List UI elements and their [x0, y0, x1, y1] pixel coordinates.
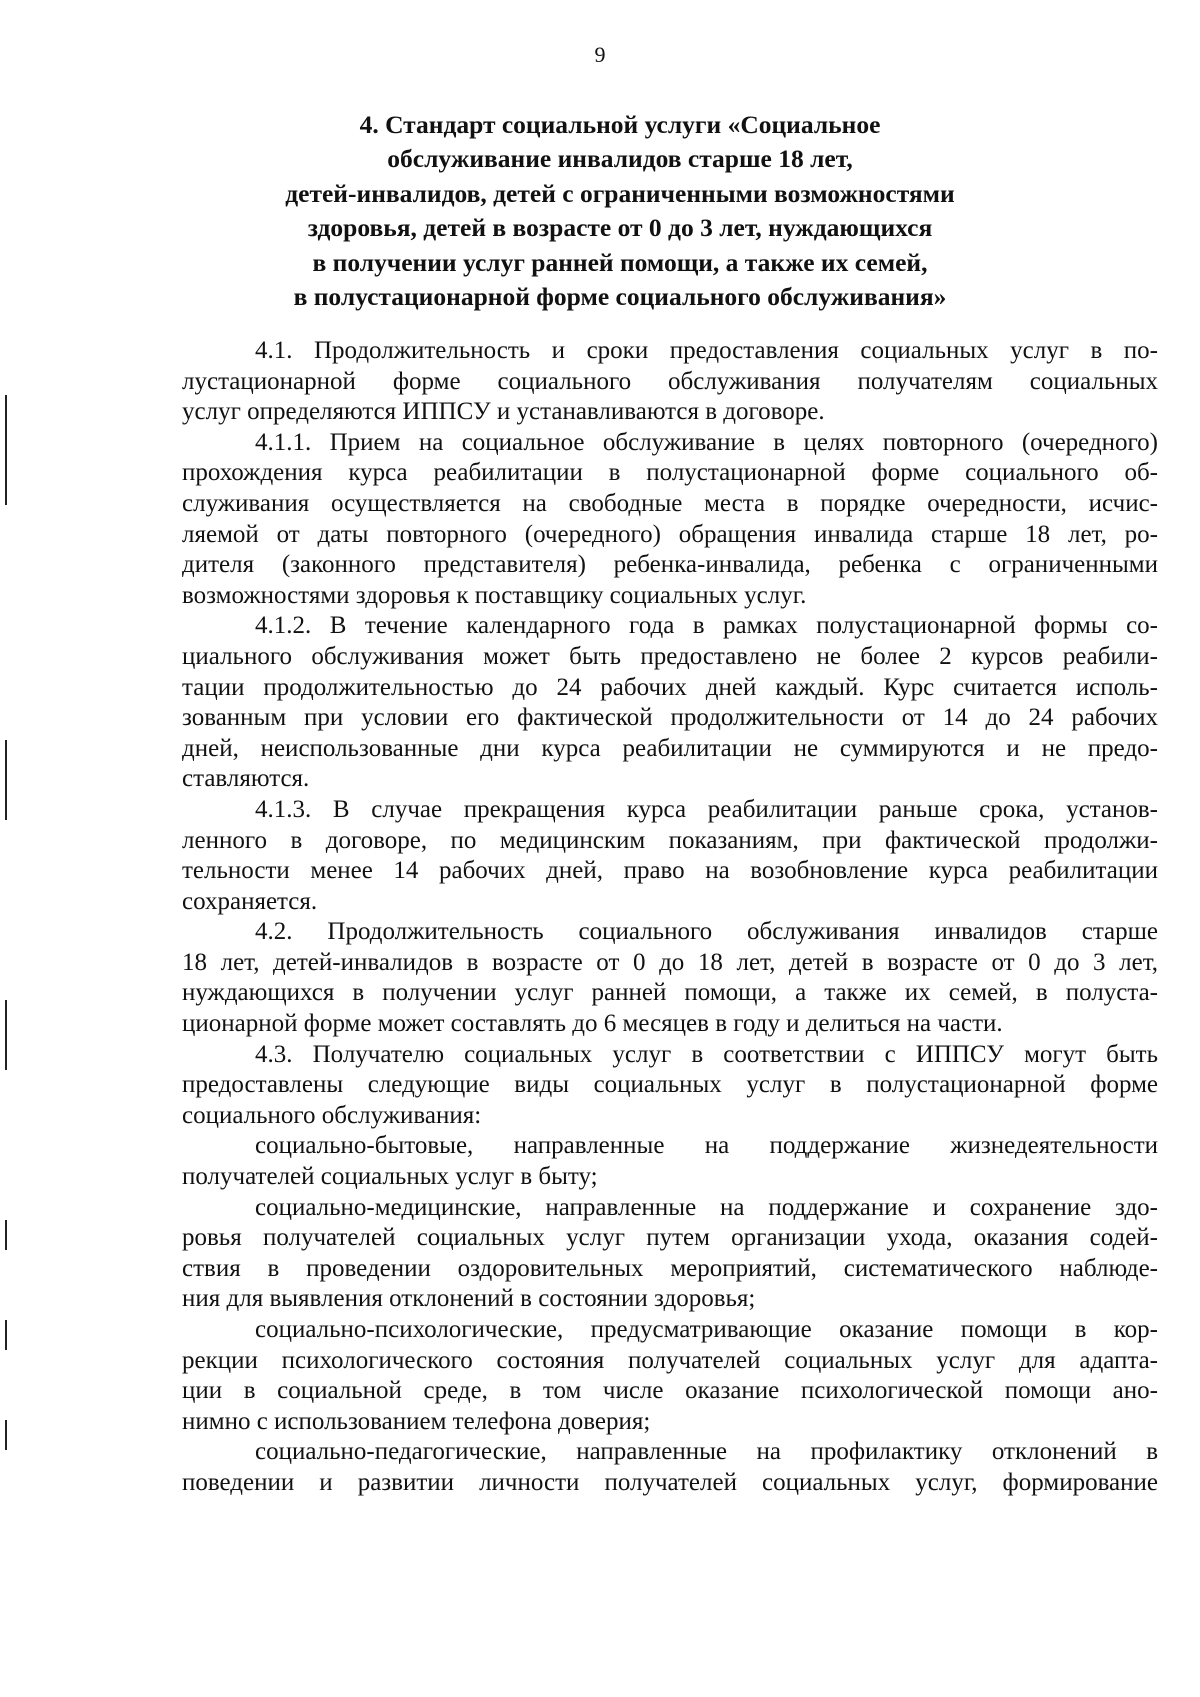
text-line: 18 лет, детей-инвалидов в возрасте от 0 до 18 лет, детей в возрасте от 0 до 3 лет,: [182, 948, 1158, 976]
title-line: детей-инвалидов, детей с ограниченными возможностями: [285, 178, 955, 208]
text-line: ствия в проведении оздоровительных мероприятий, систематического наблюде-: [182, 1254, 1158, 1282]
text-line: 4.1.1. Прием на социальное обслуживание в целях повторного (очередного): [255, 428, 1158, 456]
text-line: социально-бытовые, направленные на поддержание жизнедеятельности: [255, 1132, 1158, 1160]
text-line: рекции психологического состояния получателей социальных услуг для адапта-: [182, 1346, 1158, 1374]
section-title: [190, 108, 1050, 314]
title-line: в полустационарной форме социального обслуживания»: [293, 282, 947, 312]
body-text: [182, 336, 1158, 1499]
text-line: ровья получателей социальных услуг путем организации ухода, оказания содей-: [182, 1224, 1158, 1252]
scan-edge-artifacts: [0, 0, 20, 1697]
text-line: ленного в договоре, по медицинским показаниям, при фактической продолжи-: [182, 826, 1158, 854]
scan-mark: [5, 1320, 7, 1350]
text-line: ставляются.: [182, 765, 310, 793]
text-line: 4.1.3. В случае прекращения курса реабилитации раньше срока, установ-: [255, 795, 1158, 823]
text-line: ляемой от даты повторного (очередного) обращения инвалида старше 18 лет, ро-: [182, 520, 1158, 548]
text-line: циального обслуживания может быть предоставлено не более 2 курсов реабили-: [182, 642, 1158, 670]
text-line: тации продолжительностью до 24 рабочих дней каждый. Курс считается исполь-: [182, 673, 1158, 701]
text-line: ционарной форме может составлять до 6 месяцев в году и делиться на части.: [182, 1010, 1003, 1038]
scan-mark: [5, 395, 7, 505]
scan-mark: [5, 1220, 7, 1250]
text-line: предоставлены следующие виды социальных услуг в полустационарной форме: [182, 1071, 1158, 1099]
text-line: нимно с использованием телефона доверия;: [182, 1407, 651, 1435]
text-line: дителя (законного представителя) ребенка-инвалида, ребенка с ограниченными: [182, 551, 1158, 579]
page-number: 9: [594, 42, 606, 67]
title-line: обслуживание инвалидов старше 18 лет,: [387, 144, 853, 174]
text-line: социально-педагогические, направленные на профилактику отклонений в: [255, 1438, 1158, 1466]
text-line: ции в социальной среде, в том числе оказание психологической помощи ано-: [182, 1377, 1158, 1405]
text-line: 4.3. Получателю социальных услуг в соответствии с ИППСУ могут быть: [255, 1040, 1158, 1068]
text-line: зованным при условии его фактической продолжительности от 14 до 24 рабочих: [182, 704, 1158, 732]
text-line: возможностями здоровья к поставщику социальных услуг.: [182, 581, 807, 609]
text-line: 4.1. Продолжительность и сроки предоставления социальных услуг в по-: [255, 337, 1158, 364]
text-line: тельности менее 14 рабочих дней, право на возобновление курса реабилитации: [182, 857, 1158, 885]
text-line: ния для выявления отклонений в состоянии здоровья;: [182, 1285, 756, 1313]
text-line: 4.1.2. В течение календарного года в рамках полустационарной формы со-: [255, 612, 1158, 640]
text-line: прохождения курса реабилитации в полустационарной форме социального об-: [182, 459, 1158, 487]
text-line: лустационарной форме социального обслуживания получателям социальных: [182, 367, 1158, 395]
text-line: сохраняется.: [182, 887, 318, 915]
text-line: социального обслуживания:: [182, 1101, 482, 1129]
title-line: 4. Стандарт социальной услуги «Социальное: [359, 110, 881, 139]
title-line: в получении услуг ранней помощи, а также их семей,: [312, 247, 928, 277]
title-line: здоровья, детей в возрасте от 0 до 3 лет, нуждающихся: [307, 213, 933, 243]
text-line: нуждающихся в получении услуг ранней помощи, а также их семей, в полуста-: [182, 979, 1158, 1007]
scan-mark: [5, 740, 7, 820]
text-line: социально-медицинские, направленные на поддержание и сохранение здо-: [255, 1193, 1158, 1221]
text-line: 4.2. Продолжительность социального обслуживания инвалидов старше: [255, 918, 1158, 946]
text-line: служивания осуществляется на свободные места в порядке очередности, исчис-: [182, 489, 1158, 517]
text-line: социально-психологические, предусматривающие оказание помощи в кор-: [255, 1316, 1158, 1343]
text-line: услуг определяются ИППСУ и устанавливаются в договоре.: [182, 398, 825, 426]
text-line: дней, неиспользованные дни курса реабилитации не суммируются и не предо-: [182, 734, 1158, 762]
text-line: поведении и развитии личности получателей социальных услуг, формирование: [182, 1468, 1158, 1496]
scan-mark: [5, 1000, 7, 1070]
scan-mark: [5, 1420, 7, 1450]
text-line: получателей социальных услуг в быту;: [182, 1163, 598, 1191]
